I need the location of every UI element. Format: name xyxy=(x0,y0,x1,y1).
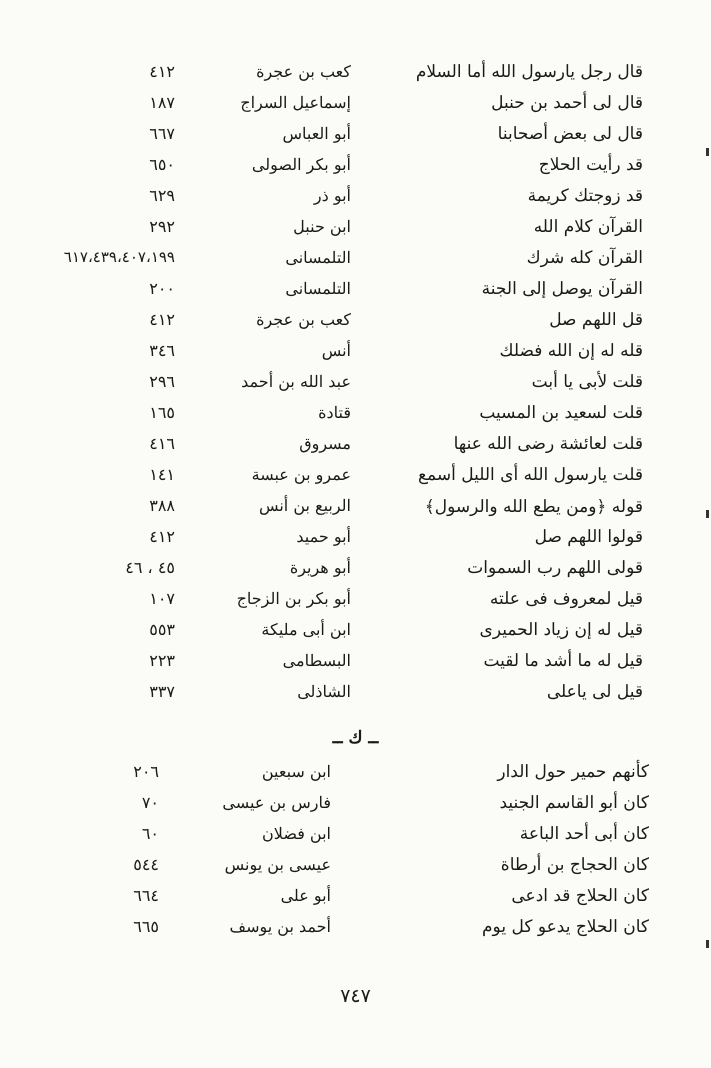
entry-pages: ١٠٧ xyxy=(149,589,175,608)
entry-pages: ٣٣٧ xyxy=(149,682,175,701)
entry-text: قال رجل يارسول الله أما السلام xyxy=(415,62,643,82)
section-letter-heading: ــ ك ــ xyxy=(332,728,379,748)
entry-narrator: البسطامى xyxy=(282,651,351,670)
scan-margin-mark xyxy=(706,148,709,156)
entry-text: كان الحلاج يدعو كل يوم xyxy=(482,917,649,937)
entry-pages: ١٤١ xyxy=(149,465,175,484)
index-entry xyxy=(0,93,711,123)
index-entry xyxy=(0,682,711,712)
entry-narrator: أبو بكر بن الزجاج xyxy=(236,589,351,608)
entry-text: قولى اللهم رب السموات xyxy=(467,558,643,578)
index-entry xyxy=(0,762,711,792)
entry-narrator: ابن فضلان xyxy=(262,824,331,843)
index-entry xyxy=(0,155,711,185)
entry-pages: ١٨٧ xyxy=(149,93,175,112)
entry-text: قال لى بعض أصحابنا xyxy=(497,124,643,144)
index-entry xyxy=(0,793,711,823)
index-entry xyxy=(0,372,711,402)
index-entry xyxy=(0,855,711,885)
index-entry xyxy=(0,124,711,154)
entry-pages: ٢٩٢ xyxy=(149,217,175,236)
entry-text: قيل لى ياعلى xyxy=(546,682,643,702)
entry-narrator: أبو العباس xyxy=(282,124,351,143)
entry-narrator: التلمسانى xyxy=(285,279,351,298)
index-entry xyxy=(0,558,711,588)
entry-text: قلت لعائشة رضى الله عنها xyxy=(453,434,643,454)
entry-text: قال لى أحمد بن حنبل xyxy=(491,93,643,113)
entry-pages: ٢٢٣ xyxy=(149,651,175,670)
index-entry xyxy=(0,917,711,947)
entry-text: القرآن كله شرك xyxy=(526,248,643,268)
entry-pages: ٦٢٩ xyxy=(149,186,175,205)
entry-text: قله له إن الله فضلك xyxy=(499,341,643,361)
entry-text: كان الحجاج بن أرطاة xyxy=(500,855,649,875)
entry-narrator: عبد الله بن أحمد xyxy=(241,372,351,391)
index-entry xyxy=(0,62,711,92)
entry-text: قد زوجتك كريمة xyxy=(527,186,643,206)
entry-pages: ٣٨٨ xyxy=(149,496,175,515)
scan-margin-mark xyxy=(706,510,709,518)
entry-pages: ٤١٢ xyxy=(149,310,175,329)
entry-pages: ١٦٥ xyxy=(149,403,175,422)
entry-narrator: ابن أبى مليكة xyxy=(261,620,351,639)
entry-narrator: عيسى بن يونس xyxy=(224,855,331,874)
entry-text: قلت يارسول الله أى الليل أسمع xyxy=(417,465,643,485)
entry-pages: ٦٦٧ xyxy=(149,124,175,143)
entry-pages: ٣٤٦ xyxy=(149,341,175,360)
entry-text: قل اللهم صل xyxy=(549,310,643,330)
entry-pages: ٥٥٣ xyxy=(149,620,175,639)
entry-narrator: أحمد بن يوسف xyxy=(229,917,331,936)
entry-narrator: أبو هريرة xyxy=(289,558,351,577)
index-entry xyxy=(0,341,711,371)
entry-pages: ٤١٢ xyxy=(149,527,175,546)
index-entry xyxy=(0,527,711,557)
entry-text: قلت لسعيد بن المسيب xyxy=(479,403,643,423)
entry-pages: ٦٦٥ xyxy=(133,917,159,936)
scan-margin-mark xyxy=(706,940,709,948)
index-entry xyxy=(0,186,711,216)
entry-narrator: قتادة xyxy=(318,403,351,422)
index-entry xyxy=(0,651,711,681)
index-entry xyxy=(0,824,711,854)
entry-narrator: أبو ذر xyxy=(313,186,351,205)
entry-narrator: أبو على xyxy=(280,886,331,905)
index-entry xyxy=(0,496,711,526)
entry-narrator: الربيع بن أنس xyxy=(258,496,351,515)
page-number: ٧٤٧ xyxy=(340,985,371,1007)
entry-pages: ٤١٢ xyxy=(149,62,175,81)
index-entry xyxy=(0,248,711,278)
entry-text: كان أبو القاسم الجنيد xyxy=(499,793,649,813)
entry-text: قيل له ما أشد ما لقيت xyxy=(483,651,643,671)
entry-pages: ٦١٧،٤٣٩،٤٠٧،١٩٩ xyxy=(63,248,175,266)
entry-text: كان الحلاج قد ادعى xyxy=(511,886,649,906)
entry-narrator: ابن سبعين xyxy=(261,762,331,781)
index-entry xyxy=(0,589,711,619)
entry-narrator: التلمسانى xyxy=(285,248,351,267)
index-entry xyxy=(0,886,711,916)
index-entry xyxy=(0,434,711,464)
entry-text: القرآن كلام الله xyxy=(533,217,643,237)
entry-narrator: كعب بن عجرة xyxy=(256,62,351,81)
entry-pages: ٢٠٦ xyxy=(133,762,159,781)
entry-pages: ٦٠ xyxy=(141,824,159,843)
entry-text: قيل له إن زياد الحميرى xyxy=(479,620,643,640)
entry-narrator: أبو بكر الصولى xyxy=(251,155,351,174)
entry-narrator: ابن حنبل xyxy=(293,217,351,236)
entry-narrator: الشاذلى xyxy=(297,682,351,701)
entry-pages: ٦٦٤ xyxy=(133,886,159,905)
entry-narrator: إسماعيل السراج xyxy=(240,93,351,112)
entry-text: كأنهم حمير حول الدار xyxy=(497,762,649,782)
entry-narrator: مسروق xyxy=(299,434,351,453)
entry-text: قوله ﴿ومن يطع الله والرسول﴾ xyxy=(424,497,643,517)
entry-text: قد رأيت الحلاج xyxy=(538,155,643,175)
entry-pages: ٢٩٦ xyxy=(149,372,175,391)
entry-pages: ٦٥٠ xyxy=(149,155,175,174)
entry-pages: ٧٠ xyxy=(141,793,159,812)
index-entry xyxy=(0,217,711,247)
entry-pages: ٤١٦ xyxy=(149,434,175,453)
entry-narrator: أنس xyxy=(321,341,351,360)
entry-text: قيل لمعروف فى علته xyxy=(489,589,643,609)
entry-text: القرآن يوصل إلى الجنة xyxy=(481,279,643,299)
index-entry xyxy=(0,620,711,650)
entry-narrator: عمرو بن عبسة xyxy=(251,465,351,484)
entry-narrator: كعب بن عجرة xyxy=(256,310,351,329)
entry-pages: ٥٤٤ xyxy=(133,855,159,874)
entry-pages: ٢٠٠ xyxy=(149,279,175,298)
entry-text: قلت لأبى يا أبت xyxy=(531,372,643,392)
entry-pages: ٤٥ ، ٤٦ xyxy=(125,558,175,577)
index-entry xyxy=(0,279,711,309)
entry-narrator: فارس بن عيسى xyxy=(222,793,331,812)
index-entry xyxy=(0,403,711,433)
index-entry xyxy=(0,465,711,495)
entry-narrator: أبو حميد xyxy=(296,527,351,546)
entry-text: كان أبى أحد الباعة xyxy=(519,824,649,844)
index-entry xyxy=(0,310,711,340)
entry-text: قولوا اللهم صل xyxy=(534,527,643,547)
